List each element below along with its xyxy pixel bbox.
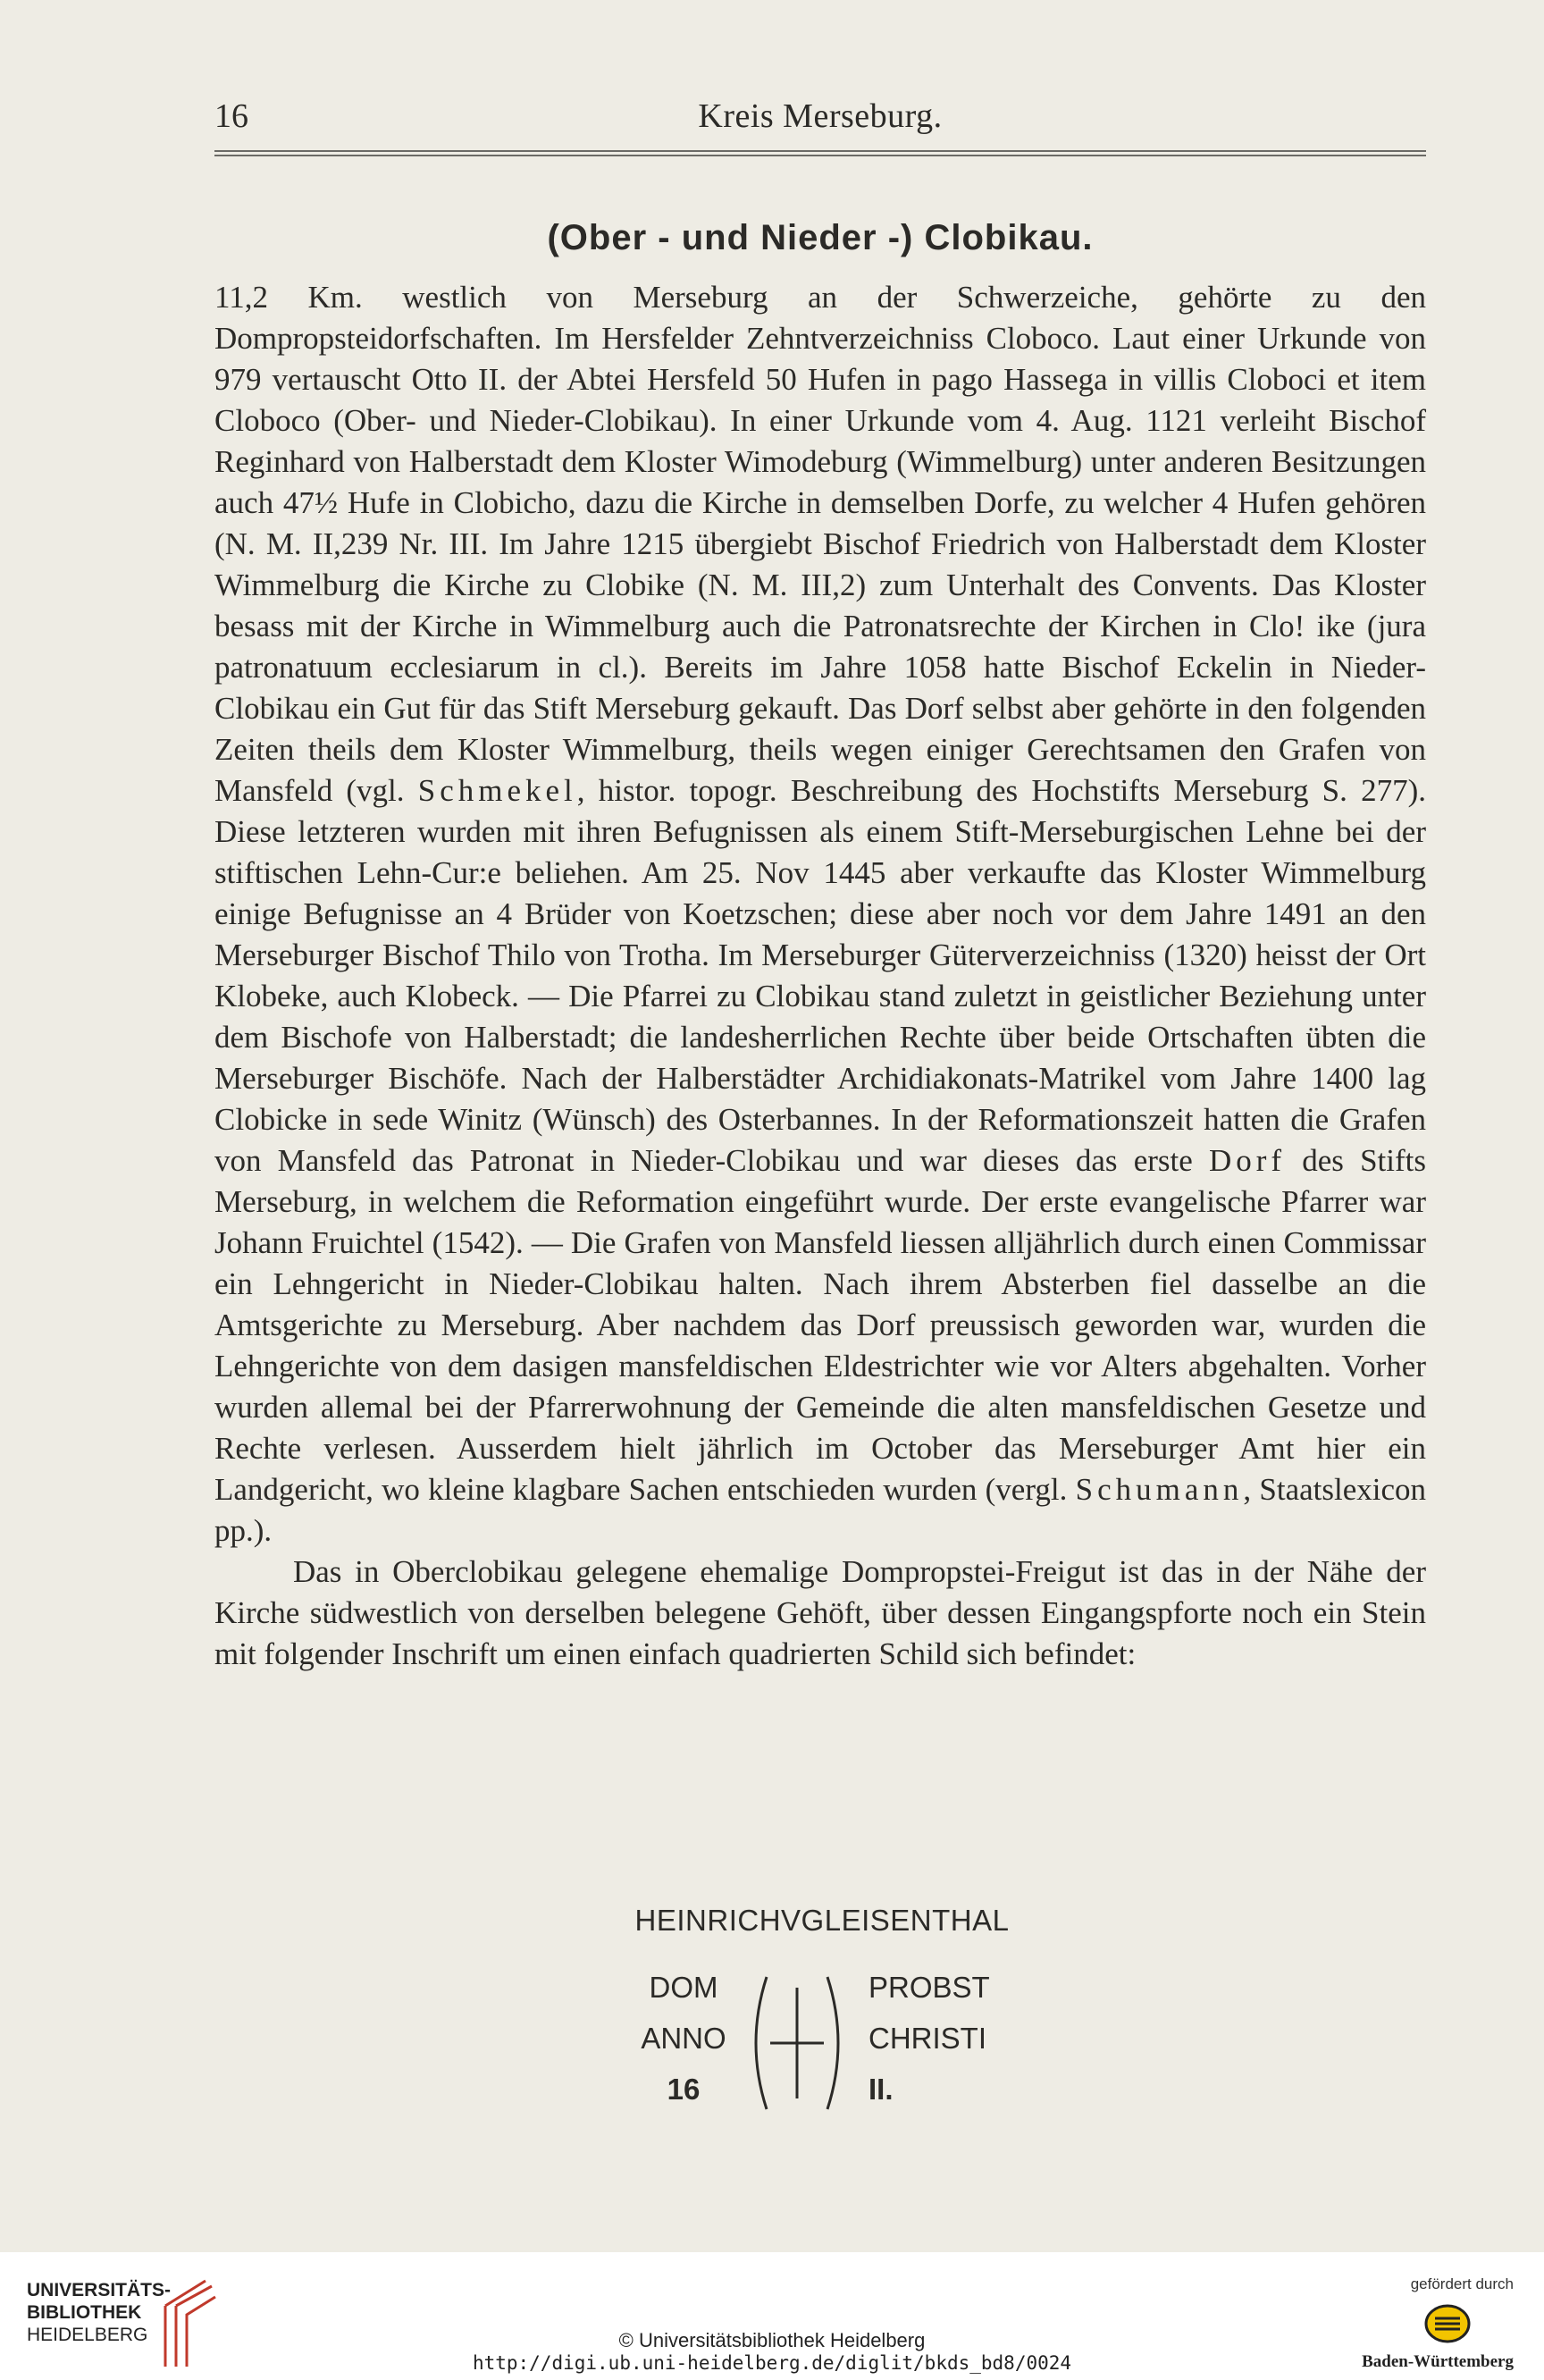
library-line: HEIDELBERG: [27, 2325, 148, 2345]
inscription-right-line: PROBST: [868, 1971, 990, 2004]
text-run: , histor. topogr. Beschreibung des Hochstifts Merseburg S. 277). Diese letzteren wurden mit ihren Befugnissen als einem Stift-Merseburgischen Lehne bei der stiftischen Lehn-Cur:e beliehen. Am 25. Nov 1445 aber verkaufte das Kloster Wimmelburg einige Befugnisse an 4 Brüder von Koetzschen; diese aber noch vor dem Jahre 1491 an den Merseburger Bischof Thilo von Trotha. Im Merseburger Güterverzeichniss (1320) heisst der Ort Klobeke, auch Klobeck. — Die Pfarrei zu Clobikau stand zuletzt in geistlicher Beziehung unter dem Bischofe von Halberstadt; die landesherrlichen Rechte über beide Ortschaften übten die Merseburger Bischöfe. Nach der Halberstädter Archidiakonats-Matrikel vom Jahre 1400 lag Clobicke in sede Winitz (Wünsch) des Osterbannes. In der Reformationszeit hatten die Grafen von Mansfeld das Patronat in Nieder-Clobikau und war dieses das erste: [214, 773, 1426, 1178]
quartered-shield-icon: [743, 1968, 851, 2118]
funder-name: Baden-Württemberg: [1362, 2352, 1514, 2371]
paragraph-1: [214, 277, 1426, 1552]
inscription-left-column: [630, 1962, 737, 2115]
text-run: Das in Oberclobikau gelegene ehemalige Dompropstei-Freigut ist das in der Nähe der Kirche südwestlich von derselben belegene Gehöft, über dessen Eingangspforte noch ein Stein mit folgender Inschrift um einen einfach quadrierten Schild sich befindet:: [214, 1554, 1426, 1671]
section-title: (Ober - und Nieder -) Clobikau.: [547, 218, 1094, 257]
text-run: des Stifts Merseburg, in welchem die Reformation eingeführt wurde. Der erste evangelische Pfarrer war Johann Fruichtel (1542). — Die Grafen von Mansfeld liessen alljährlich durch einen Commissar ein Lehngericht in Nieder-Clobikau halten. Nach ihrem Absterben fiel dasselbe an die Amtsgerichte zu Merseburg. Aber nachdem das Dorf preussisch geworden war, wurden die Lehngerichte von dem dasigen mansfeldischen Eldestrichter wie vor Alters abgehalten. Vorher wurden allemal bei der Pfarrerwohnung der Gemeinde die alten mansfeldischen Gesetze und Rechte verlesen. Ausserdem hielt jährlich im October das Merseburger Amt hier ein Landgericht, wo kleine klagbare Sachen entschieden wurden (vergl.: [214, 1143, 1426, 1507]
inscription-right-column: [868, 1962, 1047, 2115]
inscription-title: HEINRICHVGLEISENTHAL: [634, 1904, 1010, 1937]
inscription-left-line: DOM: [649, 1971, 718, 2004]
author-name-schumann: Schumann: [1075, 1472, 1244, 1507]
body-text: [214, 277, 1426, 1675]
permalink-url[interactable]: http://digi.ub.uni-heidelberg.de/diglit/bkds_bd8/0024: [472, 2352, 1072, 2374]
library-line: BIBLIOTHEK: [27, 2302, 142, 2323]
inscription-right-line: CHRISTI: [868, 2022, 986, 2055]
inscription-left-line: 16: [667, 2073, 701, 2106]
paragraph-2: [214, 1552, 1426, 1675]
page-header: [214, 97, 1426, 141]
baden-wuerttemberg-crest-icon: [1422, 2299, 1473, 2349]
author-name-schmekel: Schmekel: [417, 773, 577, 808]
running-title: Kreis Merseburg.: [698, 97, 943, 135]
library-line: UNIVERSITÄTS-: [27, 2280, 172, 2300]
funded-by-label: gefördert durch: [1410, 2275, 1514, 2292]
text-run: , Staatslexicon pp.).: [214, 1472, 1427, 1548]
footer: [0, 2252, 1544, 2380]
copyright-notice: © Universitätsbibliothek Heidelberg: [618, 2329, 926, 2351]
text-run: 11,2 Km. westlich von Merseburg an der Schwerzeiche, gehörte zu den Dompropsteidorfschaften. Im Hersfelder Zehntverzeichniss Cloboco. Laut einer Urkunde von 979 vertauscht Otto II. der Abtei Hersfeld 50 Hufen in pago Hassega in villis Cloboci et item Cloboco (Ober- und Nieder-Clobikau). In einer Urkunde vom 4. Aug. 1121 verleiht Bischof Reginhard von Halberstadt dem Kloster Wimodeburg (Wimmelburg) unter anderen Besitzungen auch 47½ Hufe in Clobicho, dazu die Kirche in demselben Dorfe, zu welcher 4 Hufen gehören (N. M. II,239 Nr. III. Im Jahre 1215 übergiebt Bischof Friedrich von Halberstadt dem Kloster Wimmelburg die Kirche zu Clobike (N. M. III,2) zum Unterhalt des Convents. Das Kloster besass mit der Kirche in Wimmelburg auch die Patronatsrechte der Kirchen in Clo! ike (jura patronatuum ecclesiarum in cl.). Bereits im Jahre 1058 hatte Bischof Eckelin in Nieder-Clobikau ein Gut für das Stift Merseburg gekauft. Das Dorf selbst aber gehörte in den folgenden Zeiten theils dem Kloster Wimmelburg, theils wegen einiger Gerechtsamen den Grafen von Mansfeld (vgl.: [214, 280, 1426, 808]
page-number: 16: [214, 97, 248, 135]
inscription-left-line: ANNO: [641, 2022, 726, 2055]
inscription-right-line: II.: [868, 2073, 894, 2106]
emphasis-dorf: Dorf: [1208, 1143, 1287, 1178]
header-rule: [214, 150, 1426, 156]
